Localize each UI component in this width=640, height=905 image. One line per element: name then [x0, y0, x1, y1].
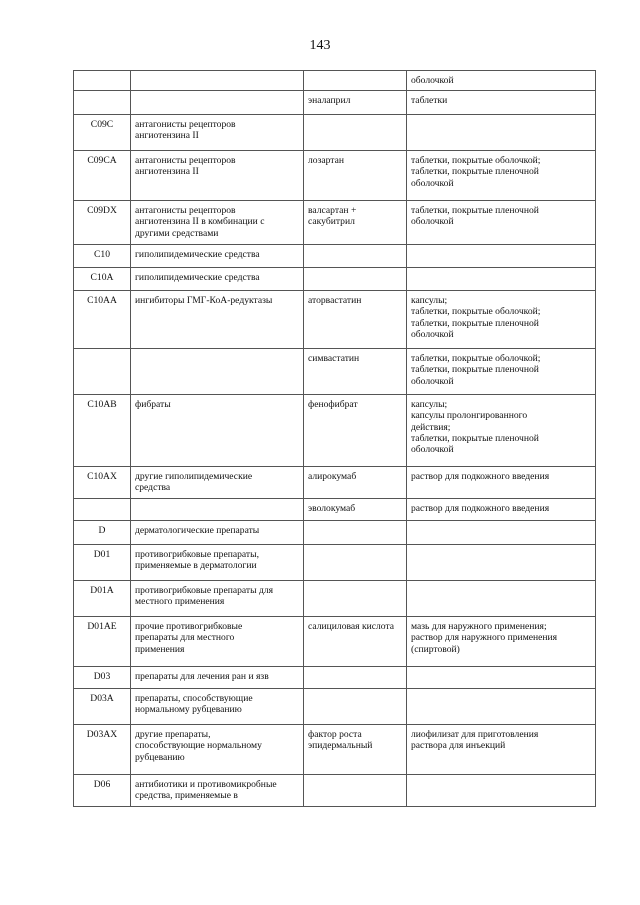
- table-row: [74, 395, 596, 467]
- form-line: таблетки, покрытые пленочной: [411, 317, 539, 329]
- table-row: [74, 91, 596, 115]
- drug-cell: [304, 667, 407, 689]
- form-line: оболочкой: [411, 444, 454, 456]
- table-row: [74, 268, 596, 291]
- drug-cell: [304, 545, 407, 581]
- group-line: средства, применяемые в: [135, 790, 238, 802]
- group-cell: [131, 201, 304, 245]
- group-line: способствующие нормальному: [135, 740, 262, 752]
- drug-line: алирокумаб: [308, 471, 357, 483]
- drug-line: лозартан: [308, 155, 345, 167]
- form-line: таблетки, покрытые пленочной: [411, 205, 539, 217]
- form-cell: [407, 617, 596, 667]
- drug-cell: [304, 71, 407, 91]
- group-line: гиполипидемические средства: [135, 249, 260, 261]
- code-cell: C09C: [74, 115, 131, 151]
- form-cell: [407, 115, 596, 151]
- form-cell: [407, 395, 596, 467]
- form-cell: [407, 71, 596, 91]
- group-cell: [131, 71, 304, 91]
- form-line: таблетки, покрытые пленочной: [411, 432, 539, 444]
- group-line: препараты для лечения ран и язв: [135, 671, 269, 683]
- form-line: оболочкой: [411, 75, 454, 86]
- form-cell: [407, 581, 596, 617]
- drug-table: [73, 70, 596, 807]
- form-cell: [407, 725, 596, 775]
- table-row: [74, 291, 596, 349]
- group-cell: [131, 725, 304, 775]
- form-line: действия;: [411, 421, 451, 433]
- code-cell: C09CA: [74, 151, 131, 201]
- form-cell: [407, 291, 596, 349]
- group-cell: [131, 115, 304, 151]
- group-cell: [131, 395, 304, 467]
- form-line: раствора для инъекций: [411, 740, 506, 752]
- code-cell: C10A: [74, 268, 131, 291]
- form-cell: [407, 467, 596, 499]
- code-cell: D01AE: [74, 617, 131, 667]
- drug-line: сакубитрил: [308, 216, 355, 228]
- form-line: оболочкой: [411, 216, 454, 228]
- form-cell: [407, 245, 596, 268]
- form-line: таблетки, покрытые пленочной: [411, 166, 539, 178]
- table-row: [74, 667, 596, 689]
- code-cell: C10: [74, 245, 131, 268]
- group-cell: [131, 775, 304, 807]
- form-line: раствор для подкожного введения: [411, 503, 550, 515]
- code-cell: [74, 91, 131, 115]
- code-cell: D06: [74, 775, 131, 807]
- group-cell: [131, 291, 304, 349]
- form-line: капсулы;: [411, 399, 448, 411]
- code-cell: D01A: [74, 581, 131, 617]
- group-cell: [131, 467, 304, 499]
- page-number: 143: [309, 38, 331, 53]
- code-cell: [74, 71, 131, 91]
- form-line: таблетки: [411, 95, 448, 107]
- table-row: [74, 201, 596, 245]
- table-row: [74, 545, 596, 581]
- form-line: оболочкой: [411, 328, 454, 340]
- drug-cell: [304, 291, 407, 349]
- form-cell: [407, 499, 596, 521]
- drug-cell: [304, 245, 407, 268]
- table-row: [74, 689, 596, 725]
- drug-cell: [304, 467, 407, 499]
- group-cell: [131, 91, 304, 115]
- drug-cell: [304, 395, 407, 467]
- group-line: ангиотензина II в комбинации с: [135, 216, 265, 228]
- drug-cell: [304, 617, 407, 667]
- group-line: прочие противогрибковые: [135, 621, 243, 633]
- code-cell: D01: [74, 545, 131, 581]
- group-line: антагонисты рецепторов: [135, 205, 236, 217]
- group-cell: [131, 617, 304, 667]
- group-cell: [131, 545, 304, 581]
- code-cell: [74, 349, 131, 395]
- group-line: ингибиторы ГМГ-КоА-редуктазы: [135, 295, 273, 307]
- table-row: [74, 499, 596, 521]
- form-cell: [407, 268, 596, 291]
- form-cell: [407, 689, 596, 725]
- table-row: [74, 349, 596, 395]
- group-cell: [131, 521, 304, 545]
- group-cell: [131, 151, 304, 201]
- drug-cell: [304, 115, 407, 151]
- group-line: нормальному рубцеванию: [135, 704, 242, 716]
- form-cell: [407, 775, 596, 807]
- group-cell: [131, 689, 304, 725]
- group-line: препараты для местного: [135, 632, 235, 644]
- drug-line: эналаприл: [308, 95, 351, 107]
- code-cell: D03AX: [74, 725, 131, 775]
- drug-cell: [304, 151, 407, 201]
- drug-cell: [304, 201, 407, 245]
- group-line: противогрибковые препараты,: [135, 549, 259, 561]
- form-line: раствор для подкожного введения: [411, 471, 550, 483]
- drug-cell: [304, 521, 407, 545]
- drug-cell: [304, 268, 407, 291]
- form-cell: [407, 151, 596, 201]
- form-line: (спиртовой): [411, 643, 460, 655]
- form-line: оболочкой: [411, 375, 454, 387]
- drug-cell: [304, 725, 407, 775]
- group-cell: [131, 245, 304, 268]
- drug-cell: [304, 581, 407, 617]
- group-cell: [131, 349, 304, 395]
- code-cell: D: [74, 521, 131, 545]
- code-cell: D03: [74, 667, 131, 689]
- form-line: таблетки, покрытые оболочкой;: [411, 306, 541, 318]
- drug-cell: [304, 499, 407, 521]
- form-line: капсулы;: [411, 295, 448, 307]
- group-line: противогрибковые препараты для: [135, 585, 274, 597]
- form-line: капсулы пролонгированного: [411, 410, 528, 422]
- group-line: средства: [135, 482, 171, 494]
- table-row: [74, 775, 596, 807]
- code-cell: C10AB: [74, 395, 131, 467]
- group-line: рубцеванию: [135, 751, 185, 763]
- code-cell: C10AA: [74, 291, 131, 349]
- table-row: [74, 725, 596, 775]
- group-line: применения: [135, 643, 185, 655]
- group-line: гиполипидемические средства: [135, 272, 260, 284]
- group-line: применяемые в дерматологии: [135, 560, 257, 572]
- drug-line: салициловая кислота: [308, 621, 395, 633]
- drug-line: эпидермальный: [308, 740, 373, 752]
- drug-line: аторвастатин: [308, 295, 362, 307]
- drug-cell: [304, 349, 407, 395]
- code-cell: C09DX: [74, 201, 131, 245]
- drug-line: валсартан +: [308, 205, 357, 217]
- drug-line: фактор роста: [308, 729, 362, 741]
- drug-cell: [304, 775, 407, 807]
- group-line: ангиотензина II: [135, 130, 199, 142]
- table-row: [74, 467, 596, 499]
- code-cell: [74, 499, 131, 521]
- form-line: таблетки, покрытые оболочкой;: [411, 353, 541, 365]
- table-row: [74, 617, 596, 667]
- table-row: [74, 115, 596, 151]
- form-line: мазь для наружного применения;: [411, 621, 547, 633]
- drug-cell: [304, 689, 407, 725]
- form-cell: [407, 91, 596, 115]
- drug-cell: [304, 91, 407, 115]
- table-body: [74, 71, 596, 807]
- form-cell: [407, 521, 596, 545]
- group-line: местного применения: [135, 596, 225, 608]
- drug-line: эволокумаб: [308, 503, 356, 515]
- table-row: [74, 245, 596, 268]
- code-cell: C10AX: [74, 467, 131, 499]
- form-cell: [407, 545, 596, 581]
- group-line: антибиотики и противомикробные: [135, 779, 277, 791]
- form-line: таблетки, покрытые оболочкой;: [411, 155, 541, 167]
- form-cell: [407, 349, 596, 395]
- group-line: дерматологические препараты: [135, 525, 260, 537]
- group-line: фибраты: [135, 399, 171, 411]
- form-cell: [407, 667, 596, 689]
- table-row: [74, 581, 596, 617]
- group-cell: [131, 667, 304, 689]
- group-line: ангиотензина II: [135, 166, 199, 178]
- group-line: другие препараты,: [135, 729, 211, 741]
- group-cell: [131, 268, 304, 291]
- group-line: препараты, способствующие: [135, 693, 253, 705]
- group-line: антагонисты рецепторов: [135, 155, 236, 167]
- table-row: [74, 521, 596, 545]
- drug-line: симвастатин: [308, 353, 360, 365]
- group-cell: [131, 581, 304, 617]
- table-row: [74, 151, 596, 201]
- form-line: раствор для наружного применения: [411, 632, 558, 644]
- group-line: другие гиполипидемические: [135, 471, 253, 483]
- form-line: лиофилизат для приготовления: [411, 729, 539, 741]
- code-cell: D03A: [74, 689, 131, 725]
- group-line: антагонисты рецепторов: [135, 119, 236, 131]
- group-cell: [131, 499, 304, 521]
- form-line: оболочкой: [411, 177, 454, 189]
- group-line: другими средствами: [135, 227, 219, 239]
- drug-line: фенофибрат: [308, 399, 358, 411]
- form-line: таблетки, покрытые пленочной: [411, 364, 539, 376]
- form-cell: [407, 201, 596, 245]
- table-row: [74, 71, 596, 91]
